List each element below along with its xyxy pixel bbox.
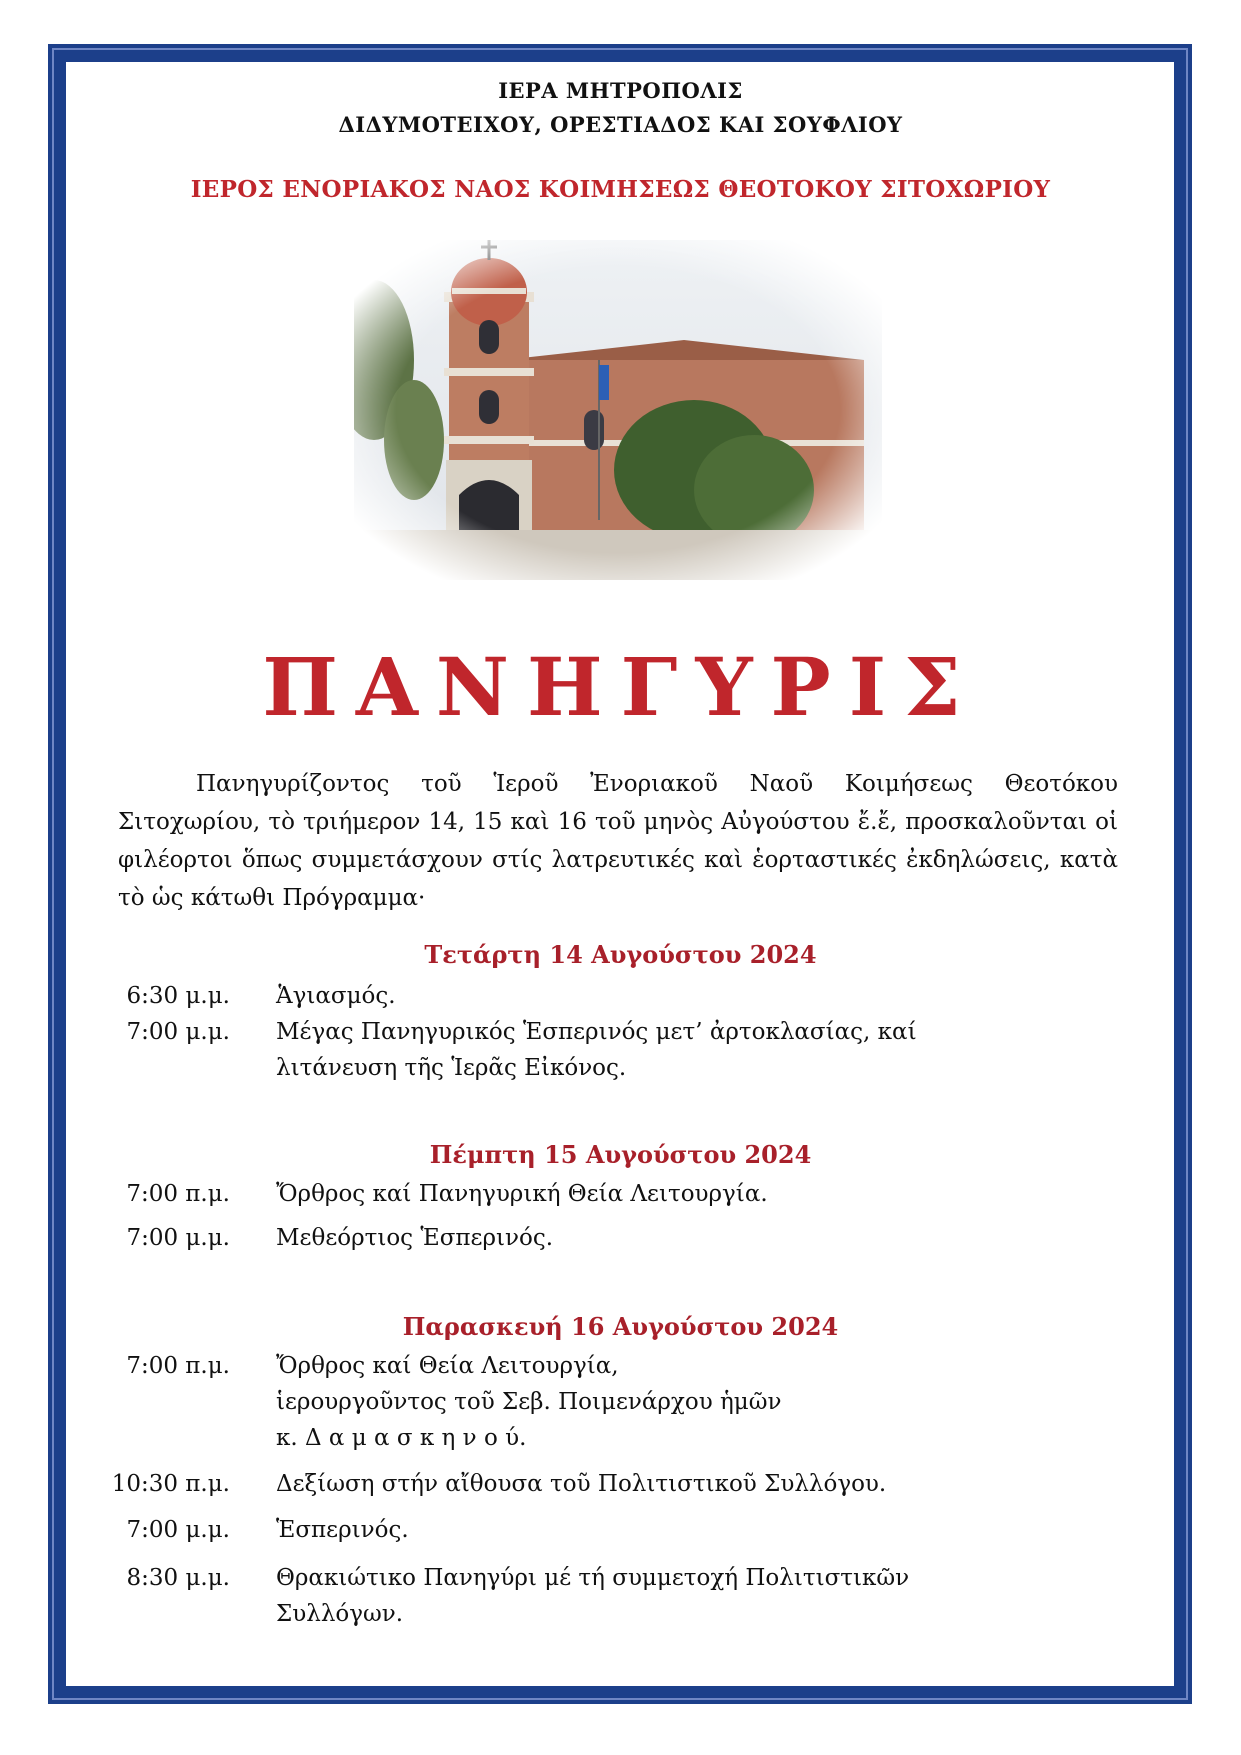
intro-text: Πανηγυρίζοντος τοῦ Ἱεροῦ Ἐνοριακοῦ Ναοῦ Κοιμήσεως Θεοτόκου Σιτοχωρίου, τὸ τριήμερον 14, 15 καὶ 16 τοῦ μηνὸς Αὐγούστου ἔ.ἔ, προσκαλοῦνται οἱ φιλέορτοι ὅπως συμμετάσχουν στίς λατρευτικές καὶ ἑορταστικές ἐκδηλώσεις, κατὰ τὸ ὡς κάτωθι Πρόγραμμα·	[118, 771, 1118, 911]
schedule-desc: Μεθεόρτιος Ἑσπερινός.	[276, 1225, 554, 1251]
schedule-desc: λιτάνευση τῆς Ἱερᾶς Εἰκόνος.	[276, 1055, 627, 1081]
schedule-desc: Ὄρθρος καί Θεία Λειτουργία,	[276, 1353, 619, 1379]
metropolis-subtitle: ΔΙΔΥΜΟΤΕΙΧΟΥ, ΟΡΕΣΤΙΑΔΟΣ ΚΑΙ ΣΟΥΦΛΙΟΥ	[338, 112, 903, 137]
schedule-time: 7:00 μ.μ.	[126, 1019, 230, 1045]
schedule-desc: Συλλόγων.	[276, 1601, 404, 1627]
schedule-time: 7:00 μ.μ.	[126, 1225, 230, 1251]
metropolis-title: ΙΕΡΑ ΜΗΤΡΟΠΟΛΙΣ	[498, 78, 743, 103]
day-heading: Τετάρτη 14 Αυγούστου 2024	[424, 940, 817, 969]
schedule-time: 8:30 μ.μ.	[126, 1565, 230, 1591]
schedule-desc: κ. Δ α μ α σ κ η ν ο ύ.	[276, 1425, 527, 1451]
intro-paragraph	[118, 765, 1118, 917]
schedule-desc: Ἑσπερινός.	[276, 1517, 409, 1543]
schedule-desc: Δεξίωση στήν αἴθουσα τοῦ Πολιτιστικοῦ Συλλόγου.	[276, 1471, 887, 1497]
main-title: ΠΑΝΗΓΥΡΙΣ	[262, 640, 979, 734]
schedule-desc: Ἁγιασμός.	[276, 983, 396, 1009]
schedule-time: 7:00 π.μ.	[126, 1353, 230, 1379]
church-name: ΙΕΡΟΣ ΕΝΟΡΙΑΚΟΣ ΝΑΟΣ ΚΟΙΜΗΣΕΩΣ ΘΕΟΤΟΚΟΥ ΣΙΤΟΧΩΡΙΟΥ	[190, 176, 1051, 203]
schedule-desc: Θρακιώτικο Πανηγύρι μέ τή συμμετοχή Πολιτιστικῶν	[276, 1565, 910, 1591]
schedule-desc: Ὄρθρος καί Πανηγυρική Θεία Λειτουργία.	[276, 1181, 768, 1207]
schedule-time: 10:30 π.μ.	[111, 1471, 230, 1497]
schedule-desc: Μέγας Πανηγυρικός Ἑσπερινός μετ’ ἀρτοκλασίας, καί	[276, 1019, 917, 1045]
day-heading: Πέμπτη 15 Αυγούστου 2024	[429, 1140, 812, 1169]
schedule-time: 7:00 π.μ.	[126, 1181, 230, 1207]
day-heading: Παρασκευή 16 Αυγούστου 2024	[402, 1312, 839, 1341]
church-photo	[354, 240, 882, 580]
schedule-time: 7:00 μ.μ.	[126, 1517, 230, 1543]
schedule-time: 6:30 μ.μ.	[126, 983, 230, 1009]
schedule-desc: ἱερουργοῦντος τοῦ Σεβ. Ποιμενάρχου ἡμῶν	[276, 1389, 782, 1415]
